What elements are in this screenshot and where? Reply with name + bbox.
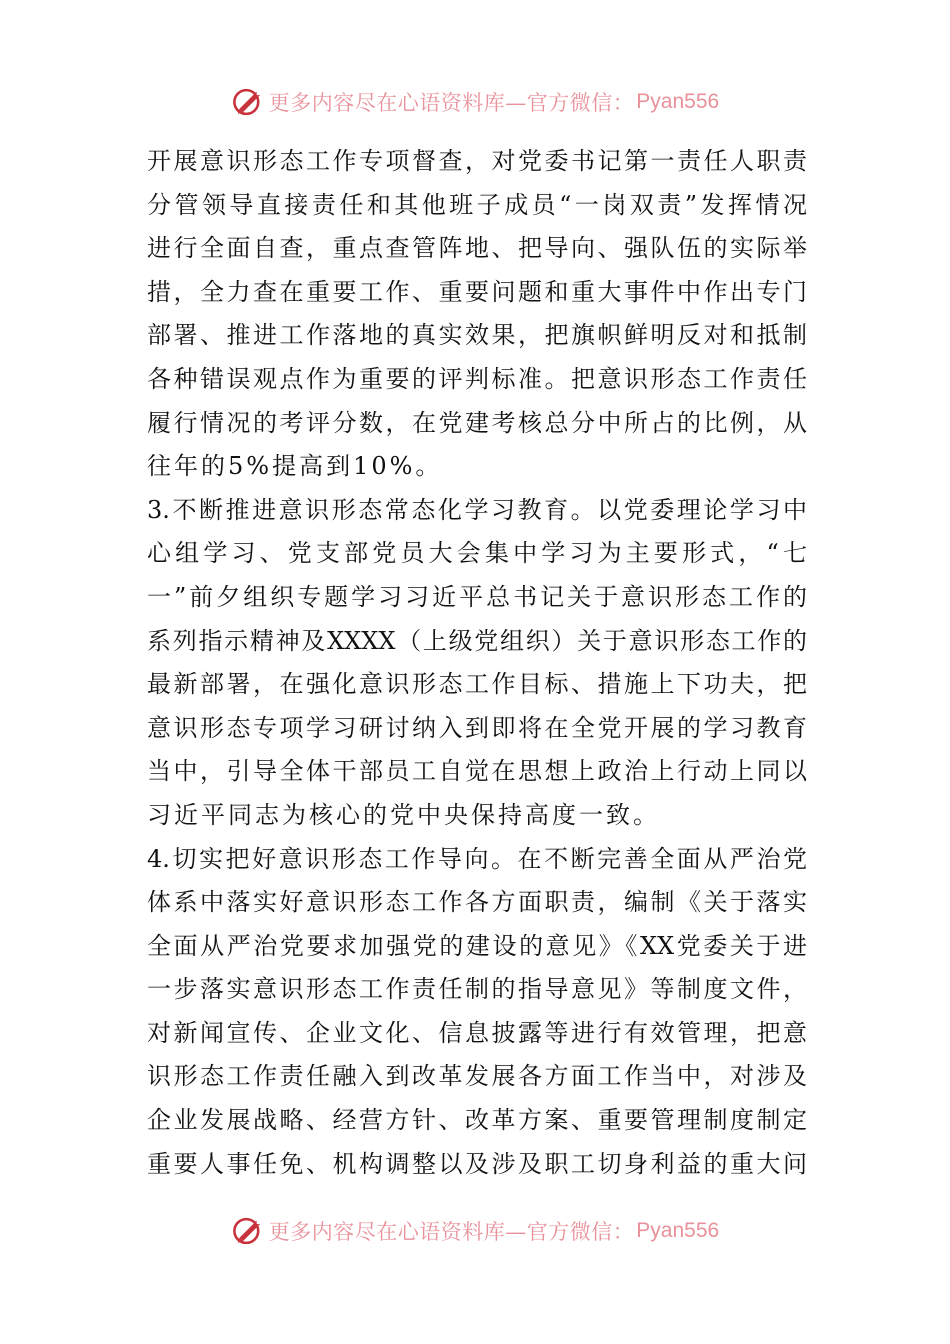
body-line: 体系中落实好意识形态工作各方面职责，编制《关于落实 xyxy=(147,888,807,917)
pen-logo-icon xyxy=(231,85,265,119)
body-line: 4.切实把好意识形态工作导向。在不断完善全面从严治党 xyxy=(147,844,807,873)
body-line: 重要人事任免、机构调整以及涉及职工切身利益的重大问 xyxy=(147,1149,807,1178)
body-line: 3.不断推进意识形态常态化学习教育。以党委理论学习中 xyxy=(147,495,807,524)
body-line: 对新闻宣传、企业文化、信息披露等进行有效管理，把意 xyxy=(147,1018,807,1047)
body-line: 履行情况的考评分数，在党建考核总分中所占的比例，从 xyxy=(147,408,807,437)
body-line: 开展意识形态工作专项督查，对党委书记第一责任人职责 xyxy=(147,147,807,175)
header-banner xyxy=(0,80,950,124)
header-banner-text: 更多内容尽在心语资料库—官方微信： xyxy=(268,91,635,115)
body-line: 全面从严治党要求加强党的建设的意见》《XX党委关于进 xyxy=(147,931,807,960)
footer-banner-id: Pyan556 xyxy=(636,1219,720,1242)
footer-banner xyxy=(0,1209,950,1253)
body-line: 系列指示精神及XXXX（上级党组织）关于意识形态工作的 xyxy=(147,626,807,655)
body-line: 进行全面自查，重点查管阵地、把导向、强队伍的实际举 xyxy=(147,234,807,263)
body-line: 意识形态专项学习研讨纳入到即将在全党开展的学习教育 xyxy=(147,713,807,742)
body-line: 企业发展战略、经营方针、改革方案、重要管理制度制定 xyxy=(147,1106,807,1135)
body-line: 识形态工作责任融入到改革发展各方面工作当中，对涉及 xyxy=(147,1062,807,1091)
body-line: 各种错误观点作为重要的评判标准。把意识形态工作责任 xyxy=(147,364,807,393)
footer-banner-text: 更多内容尽在心语资料库—官方微信： xyxy=(268,1220,635,1244)
pen-logo-icon xyxy=(231,1214,265,1248)
body-line: 习近平同志为核心的党中央保持高度一致。 xyxy=(147,800,660,829)
body-line: 一”前夕组织专题学习习近平总书记关于意识形态工作的 xyxy=(147,582,807,611)
body-line: 一步落实意识形态工作责任制的指导意见》等制度文件， xyxy=(147,975,807,1004)
body-line: 最新部署，在强化意识形态工作目标、措施上下功夫，把 xyxy=(147,670,807,699)
document-body xyxy=(147,140,807,1186)
body-line: 措，全力查在重要工作、重要问题和重大事件中作出专门 xyxy=(147,277,807,306)
body-line: 分管领导直接责任和其他班子成员“一岗双责”发挥情况 xyxy=(147,190,807,219)
body-line: 心组学习、党支部党员大会集中学习为主要形式，“七 xyxy=(147,539,807,568)
header-banner-id: Pyan556 xyxy=(636,90,720,113)
body-line: 部署、推进工作落地的真实效果，把旗帜鲜明反对和抵制 xyxy=(147,321,807,350)
body-line: 往年的5%提高到10%。 xyxy=(147,452,443,481)
body-line: 当中，引导全体干部员工自觉在思想上政治上行动上同以 xyxy=(147,757,807,786)
